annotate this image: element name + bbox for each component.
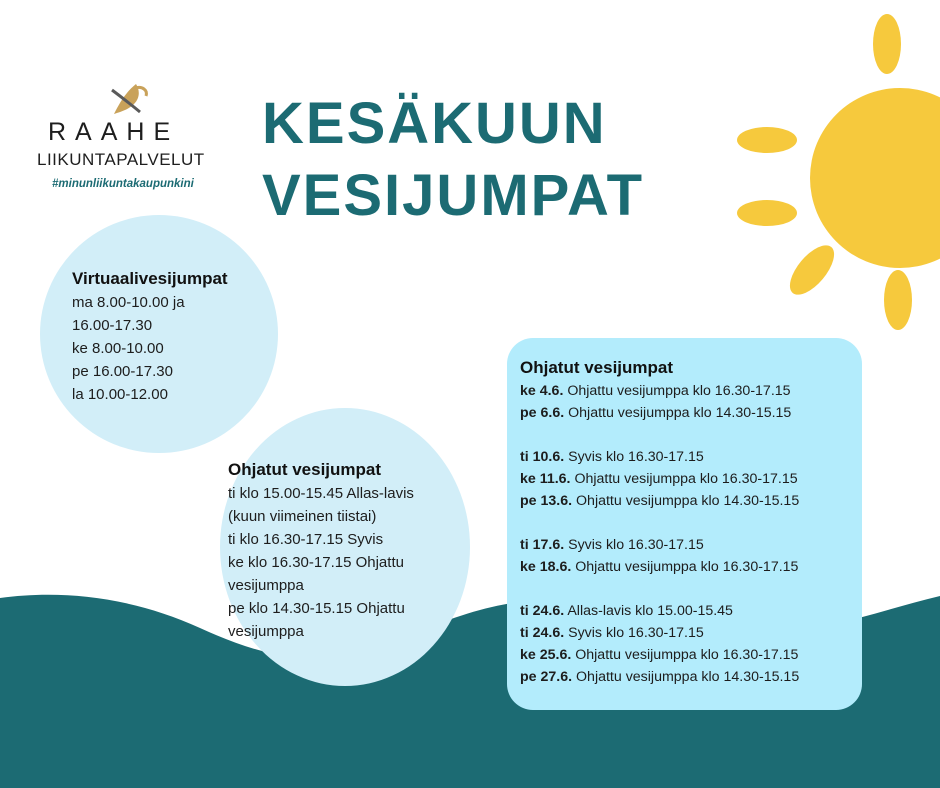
guided-line: ti klo 15.00-15.45 Allas-lavis [228, 485, 414, 502]
virtual-line: 16.00-17.30 [72, 317, 153, 334]
virtual-line: ma 8.00-10.00 ja [72, 294, 185, 311]
virtual-line: pe 16.00-17.30 [72, 363, 173, 380]
guided-line: ke klo 16.30-17.15 Ohjattu [228, 554, 404, 571]
virtual-line: la 10.00-12.00 [72, 386, 168, 403]
schedule-item [520, 666, 860, 688]
title-line-2: VESIJUMPAT [262, 163, 645, 228]
raahe-emblem-icon [106, 80, 152, 120]
guided-line: vesijumppa [228, 623, 304, 640]
schedule-item [520, 380, 860, 402]
schedule-day: ti 24.6. [520, 603, 565, 619]
schedule-day: pe 6.6. [520, 405, 565, 421]
virtual-line: ke 8.00-10.00 [72, 340, 164, 357]
schedule-desc: Ohjattu vesijumppa klo 16.30-17.15 [574, 471, 798, 487]
spacer [520, 424, 860, 446]
schedule-item [520, 490, 860, 512]
schedule-item [520, 402, 860, 424]
guided-card [228, 458, 458, 643]
schedule-desc: Ohjattu vesijumppa klo 14.30-15.15 [568, 405, 792, 421]
spacer [520, 512, 860, 534]
guided-line: (kuun viimeinen tiistai) [228, 508, 377, 525]
schedule-desc: Ohjattu vesijumppa klo 14.30-15.15 [576, 669, 800, 685]
schedule-day: ke 4.6. [520, 383, 564, 399]
spacer [520, 578, 860, 600]
guided-line: pe klo 14.30-15.15 Ohjattu [228, 600, 405, 617]
schedule-day: ke 18.6. [520, 559, 572, 575]
schedule-desc: Ohjattu vesijumppa klo 16.30-17.15 [575, 559, 799, 575]
virtual-card [72, 267, 272, 406]
schedule-day: pe 27.6. [520, 669, 573, 685]
schedule-item [520, 556, 860, 578]
schedule-desc: Syvis klo 16.30-17.15 [568, 625, 704, 641]
schedule-day: pe 13.6. [520, 493, 573, 509]
schedule-item [520, 600, 860, 622]
guided-line: ti klo 16.30-17.15 Syvis [228, 531, 384, 548]
schedule-day: ke 11.6. [520, 471, 571, 487]
schedule-day: ti 24.6. [520, 625, 565, 641]
schedule-item [520, 468, 860, 490]
logo-name: RAAHE [48, 118, 180, 146]
schedule-item [520, 644, 860, 666]
virtual-heading: Virtuaalivesijumpat [72, 269, 228, 288]
schedule-desc: Syvis klo 16.30-17.15 [568, 537, 704, 553]
schedule-list [520, 356, 860, 688]
schedule-item [520, 446, 860, 468]
guided-line: vesijumppa [228, 577, 304, 594]
schedule-day: ke 25.6. [520, 647, 572, 663]
schedule-desc: Allas-lavis klo 15.00-15.45 [567, 603, 733, 619]
schedule-desc: Syvis klo 16.30-17.15 [568, 449, 704, 465]
page-title [262, 88, 742, 232]
logo-subtitle: LIIKUNTAPALVELUT [37, 150, 205, 169]
schedule-day: ti 10.6. [520, 449, 565, 465]
logo-hashtag: #minunliikuntakaupunkini [52, 178, 194, 190]
guided-heading: Ohjatut vesijumpat [228, 460, 382, 479]
schedule-item [520, 534, 860, 556]
schedule-day: ti 17.6. [520, 537, 565, 553]
schedule-desc: Ohjattu vesijumppa klo 16.30-17.15 [575, 647, 799, 663]
schedule-item [520, 622, 860, 644]
schedule-heading: Ohjatut vesijumpat [520, 358, 674, 377]
schedule-desc: Ohjattu vesijumppa klo 16.30-17.15 [567, 383, 791, 399]
schedule-desc: Ohjattu vesijumppa klo 14.30-15.15 [576, 493, 800, 509]
title-line-1: KESÄKUUN [262, 91, 607, 156]
